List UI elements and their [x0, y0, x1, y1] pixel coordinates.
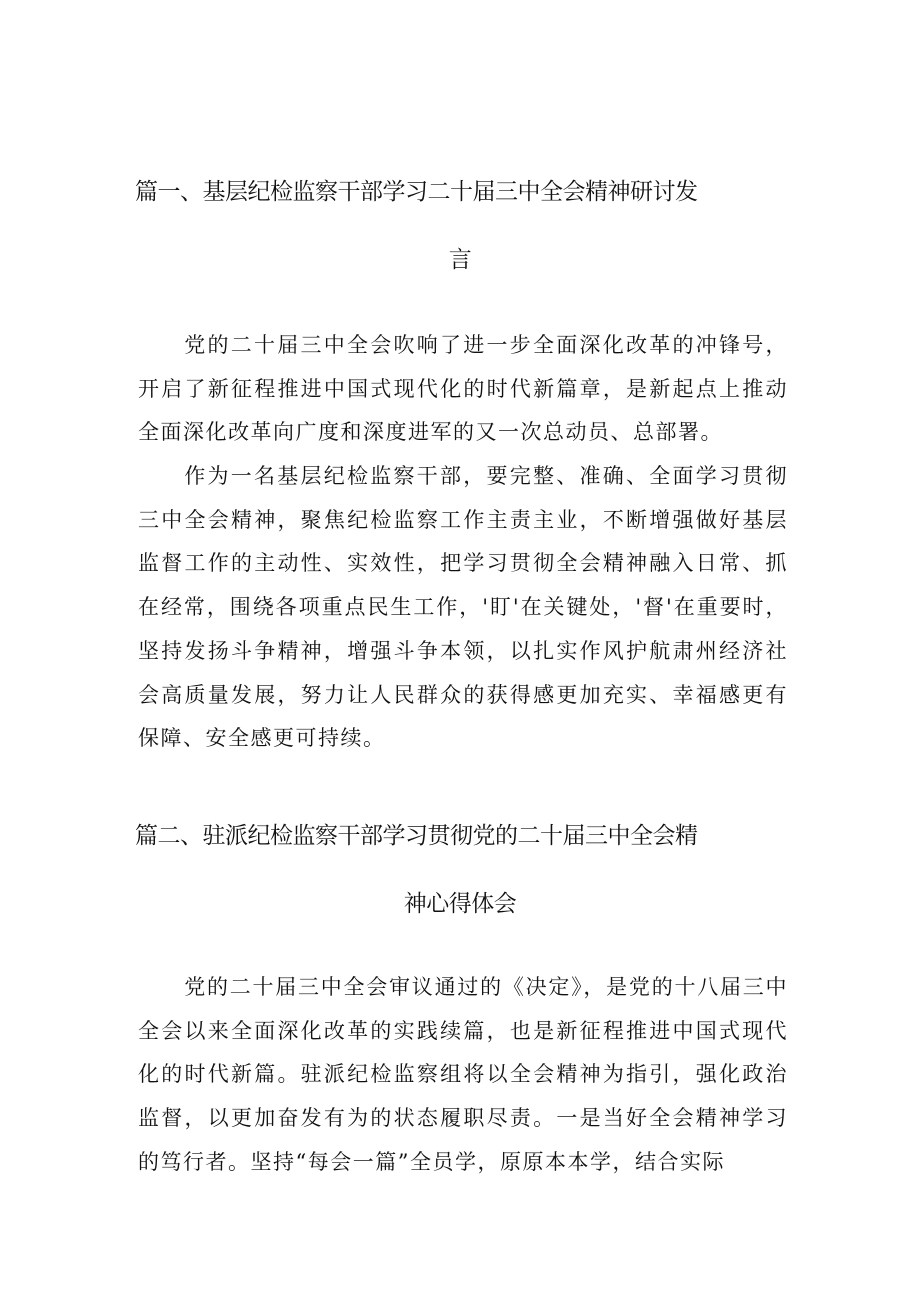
section-2-title-line-2: 神心得体会: [403, 891, 517, 917]
section-2-title: [135, 802, 785, 938]
section-1-title-line-2: 言: [448, 247, 472, 273]
section-1-title: [135, 158, 785, 294]
section-1-title-line-1: 篇一、基层纪检监察干部学习二十届三中全会精神研讨发: [135, 179, 698, 205]
section-2-title-line-1: 篇二、驻派纪检监察干部学习贯彻党的二十届三中全会精: [135, 823, 698, 849]
section-1-paragraph-1: 党的二十届三中全会吹响了进一步全面深化改革的冲锋号，开启了新征程推进中国式现代化的时代新篇章，是新起点上推动全面深化改革向广度和深度进军的又一次总动员、总部署。: [138, 333, 788, 445]
section-1-paragraph-2: 作为一名基层纪检监察干部，要完整、准确、全面学习贯彻三中全会精神，聚焦纪检监察工作主责主业，不断增强做好基层监督工作的主动性、实效性，把学习贯彻全会精神融入日常、抓在经常，围绕各项重点民生工作，'盯'在关键处，'督'在重要时，坚持发扬斗争精神，增强斗争本领，以扎实作风护航肃州经济社会高质量发展，努力让人民群众的获得感更加充实、幸福感更有保障、安全感更可持续。: [138, 464, 788, 751]
section-2-paragraph-1: 党的二十届三中全会审议通过的《决定》，是党的十八届三中全会以来全面深化改革的实践续篇，也是新征程推进中国式现代化的时代新篇。驻派纪检监察组将以全会精神为指引，强化政治监督，以更加奋发有为的状态履职尽责。一是当好全会精神学习的笃行者。坚持“每会一篇”全员学，原原本本学，结合实际: [138, 975, 788, 1174]
